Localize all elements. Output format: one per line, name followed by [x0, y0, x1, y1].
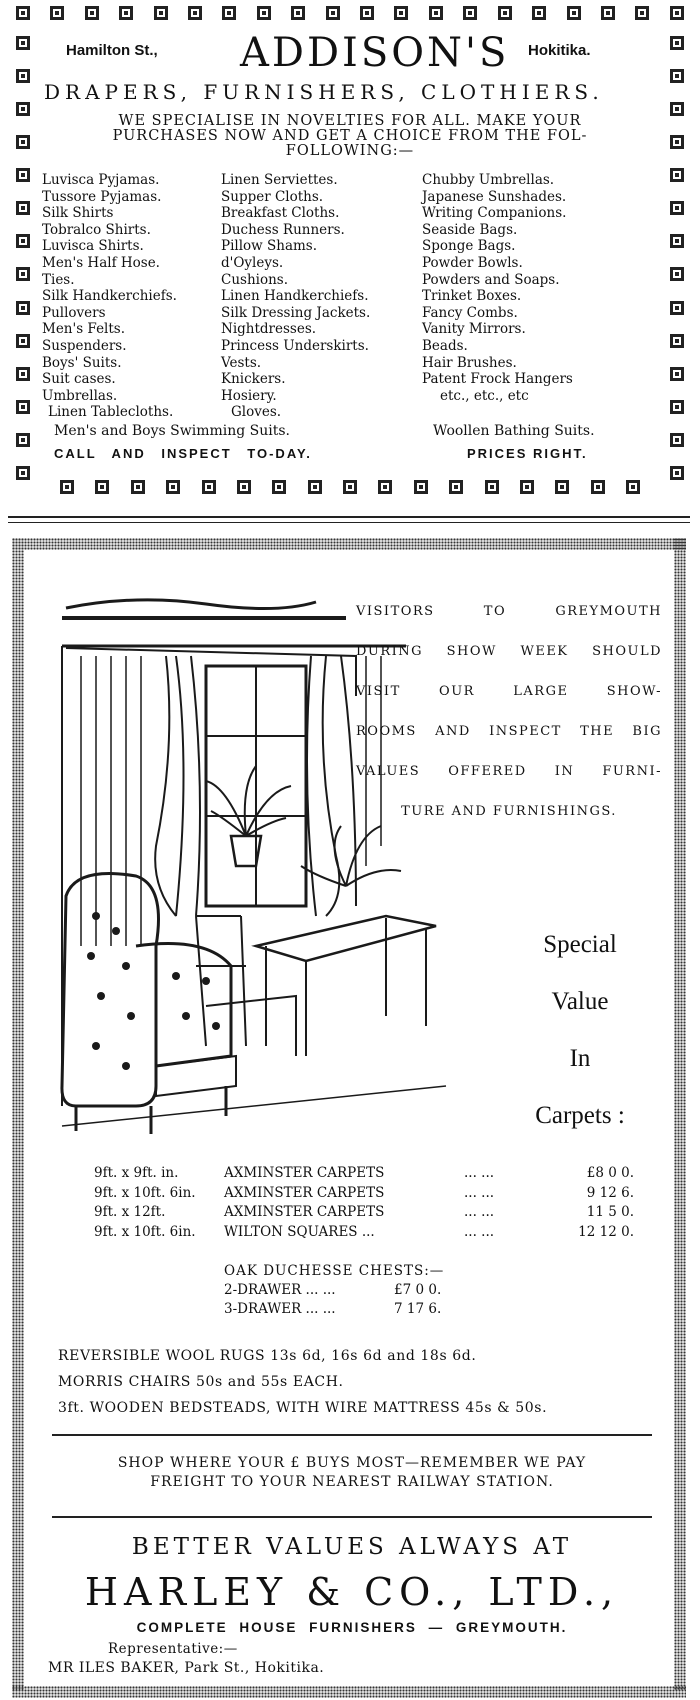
ornament-icon: [95, 480, 109, 494]
section-divider: [8, 522, 690, 523]
carpet-size: 9ft. x 9ft. in.: [94, 1165, 179, 1181]
intro-line: FOLLOWING:—: [285, 143, 415, 159]
ornament-icon: [166, 480, 180, 494]
table-row: [94, 1184, 634, 1204]
call-to-action: CALL AND INSPECT TO-DAY.: [54, 446, 312, 461]
ornament-icon: [16, 168, 30, 182]
rugs-line: REVERSIBLE WOOL RUGS 13s 6d, 16s 6d and 18s 6d.: [58, 1348, 477, 1364]
carpet-name: WILTON SQUARES ...: [224, 1223, 375, 1240]
ornament-border-right: [670, 36, 684, 480]
list-item: Supper Cloths.: [221, 188, 324, 205]
ornament-icon: [626, 480, 640, 494]
carpet-price: 11 5 0.: [586, 1204, 634, 1220]
list-item: Men's Half Hose.: [42, 254, 160, 271]
list-item: Boys' Suits.: [42, 354, 122, 371]
table-row: [224, 1281, 444, 1300]
ornament-icon: [591, 480, 605, 494]
ornament-icon: [222, 6, 236, 20]
ornament-icon: [16, 334, 30, 348]
list-item: Men's Felts.: [42, 321, 126, 338]
special-value-heading: [500, 916, 660, 1144]
store-name: ADDISON'S: [240, 30, 510, 76]
list-item: d'Oyleys.: [221, 254, 284, 271]
list-item: Linen Handkerchiefs.: [221, 288, 369, 305]
ornament-icon: [670, 168, 684, 182]
list-item: Breakfast Cloths.: [221, 205, 340, 222]
special-line: Carpets :: [535, 1102, 625, 1129]
ornament-icon: [308, 480, 322, 494]
ornament-icon: [670, 301, 684, 315]
list-item: Pillow Shams.: [221, 238, 318, 255]
ornament-icon: [670, 36, 684, 50]
ornament-icon: [50, 6, 64, 20]
ornament-icon: [16, 69, 30, 83]
ornament-icon: [16, 135, 30, 149]
carpet-price: 9 12 6.: [586, 1184, 634, 1201]
list-item: Patent Frock Hangers: [422, 371, 573, 388]
ornament-icon: [485, 480, 499, 494]
list-item: Cushions.: [221, 271, 289, 288]
intro-line: PURCHASES NOW AND GET A CHOICE FROM THE FOL-: [112, 128, 588, 144]
bedsteads-line: 3ft. WOODEN BEDSTEADS, WITH WIRE MATTRESS 45s & 50s.: [58, 1400, 548, 1416]
ornament-icon: [16, 267, 30, 281]
list-item: Tobralco Shirts.: [42, 221, 151, 238]
list-item: Chubby Umbrellas.: [422, 172, 555, 188]
carpet-dots: ... ...: [464, 1184, 495, 1201]
list-item: Luvisca Pyjamas.: [42, 172, 160, 188]
carpet-size: 9ft. x 12ft.: [94, 1204, 166, 1220]
ornament-icon: [463, 6, 477, 20]
carpet-price: 12 12 0.: [578, 1223, 634, 1240]
swimming-suits-line: Men's and Boys Swimming Suits.: [54, 423, 291, 439]
table-row: [94, 1223, 634, 1243]
carpet-dots: ... ...: [464, 1204, 495, 1220]
ornament-icon: [520, 480, 534, 494]
list-item: Princess Underskirts.: [221, 337, 369, 354]
visitors-line: VISIT OUR LARGE SHOW-: [356, 684, 662, 699]
oak-drawer: 2-DRAWER ... ...: [224, 1282, 336, 1298]
ornament-icon: [343, 480, 357, 494]
intro-line: WE SPECIALISE IN NOVELTIES FOR ALL. MAKE YOUR: [118, 113, 582, 129]
representative-name: MR ILES BAKER, Park St., Hokitika.: [48, 1660, 325, 1676]
section-divider: [8, 516, 690, 518]
ornament-icon: [670, 400, 684, 414]
special-line: Special: [543, 931, 617, 958]
list-item: Nightdresses.: [221, 321, 317, 338]
ornament-icon: [449, 480, 463, 494]
ornament-icon: [670, 334, 684, 348]
prices-right: PRICES RIGHT.: [467, 446, 588, 461]
list-item: Japanese Sunshades.: [422, 188, 567, 205]
list-item: Knickers.: [221, 371, 286, 388]
list-item: Silk Dressing Jackets.: [221, 304, 371, 321]
ornament-border-bottom: [60, 480, 640, 494]
table-row: [94, 1164, 634, 1184]
ornament-icon: [670, 69, 684, 83]
special-line: Value: [551, 988, 609, 1015]
ornament-icon: [555, 480, 569, 494]
carpet-name: AXMINSTER CARPETS: [224, 1184, 385, 1201]
ornament-icon: [670, 466, 684, 480]
other-items: [58, 1343, 547, 1421]
product-list-column-2: [221, 172, 370, 421]
list-item: Beads.: [422, 337, 468, 354]
shop-line: SHOP WHERE YOUR £ BUYS MOST—REMEMBER WE PAY: [117, 1455, 587, 1471]
shop-notice: [52, 1454, 652, 1492]
ornament-icon: [635, 6, 649, 20]
ornament-icon: [670, 102, 684, 116]
carpet-name: AXMINSTER CARPETS: [224, 1165, 385, 1181]
list-item: Ties.: [42, 271, 75, 288]
list-item: Fancy Combs.: [422, 304, 518, 321]
ornament-icon: [16, 301, 30, 315]
ornament-icon: [272, 480, 286, 494]
ornament-icon: [670, 433, 684, 447]
trades-line: DRAPERS, FURNISHERS, CLOTHIERS.: [44, 80, 604, 104]
carpets-price-list: [94, 1164, 634, 1242]
ornament-icon: [670, 6, 684, 20]
carpet-name: AXMINSTER CARPETS: [224, 1204, 385, 1220]
carpet-dots: ... ...: [464, 1223, 495, 1240]
list-item: Silk Handkerchiefs.: [42, 288, 177, 305]
ornament-icon: [326, 6, 340, 20]
oak-chests-block: [224, 1262, 444, 1319]
list-item: Silk Shirts: [42, 205, 114, 222]
list-item: Trinket Boxes.: [422, 288, 522, 305]
ornament-icon: [119, 6, 133, 20]
carpet-dots: ... ...: [464, 1165, 495, 1181]
visitors-line: ROOMS AND INSPECT THE BIG: [356, 724, 662, 739]
list-item: Vanity Mirrors.: [422, 321, 526, 338]
shop-line: FREIGHT TO YOUR NEAREST RAILWAY STATION.: [150, 1474, 554, 1490]
ornament-icon: [378, 480, 392, 494]
list-item: Hosiery.: [221, 387, 277, 404]
list-item: Powder Bowls.: [422, 254, 523, 271]
ornament-icon: [670, 267, 684, 281]
special-line: In: [569, 1045, 591, 1072]
visitors-line: VALUES OFFERED IN FURNI-: [356, 764, 662, 779]
list-item: Suspenders.: [42, 337, 127, 354]
intro-text: [40, 114, 660, 159]
list-item: etc., etc., etc: [440, 387, 529, 404]
company-name: HARLEY & CO., LTD.,: [84, 1570, 620, 1614]
chairs-line: MORRIS CHAIRS 50s and 55s EACH.: [58, 1374, 344, 1390]
ornament-icon: [670, 135, 684, 149]
list-item: Writing Companions.: [422, 205, 567, 222]
carpet-size: 9ft. x 10ft. 6in.: [94, 1223, 196, 1240]
bathing-suits-line: Woollen Bathing Suits.: [433, 423, 595, 439]
table-row: [224, 1300, 444, 1319]
ornament-border-left: [16, 36, 30, 480]
list-item: Sponge Bags.: [422, 238, 516, 255]
list-item: Seaside Bags.: [422, 221, 518, 238]
ornament-icon: [85, 6, 99, 20]
list-item: Suit cases.: [42, 371, 116, 388]
list-item: Powders and Soaps.: [422, 271, 560, 288]
list-item: Hair Brushes.: [422, 354, 517, 371]
ornament-icon: [131, 480, 145, 494]
ornament-icon: [498, 6, 512, 20]
visitors-line: DURING SHOW WEEK SHOULD: [356, 644, 662, 659]
visitors-line: VISITORS TO GREYMOUTH: [356, 604, 662, 619]
ornament-icon: [202, 480, 216, 494]
visitors-text: [356, 592, 662, 832]
oak-drawer: 3-DRAWER ... ...: [224, 1301, 336, 1317]
ornament-icon: [16, 6, 30, 20]
list-item: Tussore Pyjamas.: [42, 188, 162, 205]
list-item: Linen Tablecloths.: [48, 404, 174, 421]
ornament-icon: [16, 466, 30, 480]
list-item: Luvisca Shirts.: [42, 238, 144, 255]
list-item: Duchess Runners.: [221, 221, 345, 238]
list-item: Gloves.: [231, 404, 282, 421]
ornament-icon: [414, 480, 428, 494]
list-item: Vests.: [221, 354, 262, 371]
ornament-icon: [360, 6, 374, 20]
ornament-icon: [16, 433, 30, 447]
ornament-icon: [291, 6, 305, 20]
ornament-icon: [16, 234, 30, 248]
ornament-icon: [601, 6, 615, 20]
ornament-icon: [188, 6, 202, 20]
oak-price: 7 17 6.: [394, 1301, 442, 1317]
ornament-icon: [567, 6, 581, 20]
ornament-icon: [670, 201, 684, 215]
ornament-icon: [16, 367, 30, 381]
product-list-column-3: [422, 172, 573, 404]
ornament-icon: [429, 6, 443, 20]
carpet-price: £8 0 0.: [586, 1165, 634, 1181]
rule: [52, 1516, 652, 1518]
dotted-border-bottom: [12, 1686, 686, 1698]
dotted-border-right: [674, 538, 686, 1690]
ornament-icon: [16, 36, 30, 50]
ornament-icon: [16, 201, 30, 215]
ornament-icon: [237, 480, 251, 494]
complete-furnishers: COMPLETE HOUSE FURNISHERS — GREYMOUTH.: [136, 1620, 568, 1635]
carpet-size: 9ft. x 10ft. 6in.: [94, 1184, 196, 1201]
dotted-border-top: [12, 538, 686, 550]
ornament-icon: [394, 6, 408, 20]
ornament-icon: [16, 400, 30, 414]
list-item: Pullovers: [42, 304, 106, 321]
representative-label: Representative:—: [108, 1641, 238, 1657]
dotted-border-left: [12, 538, 24, 1690]
ornament-icon: [16, 102, 30, 116]
ornament-icon: [154, 6, 168, 20]
oak-title: OAK DUCHESSE CHESTS:—: [224, 1263, 445, 1279]
rule: [52, 1434, 652, 1436]
left-location: Hamilton St.,: [66, 42, 158, 59]
visitors-line: TURE AND FURNISHINGS.: [401, 804, 617, 819]
table-row: [94, 1203, 634, 1223]
oak-price: £7 0 0.: [394, 1282, 442, 1298]
ornament-icon: [670, 367, 684, 381]
ornament-icon: [532, 6, 546, 20]
ornament-border-top: [16, 6, 684, 20]
ornament-icon: [670, 234, 684, 248]
list-item: Linen Serviettes.: [221, 172, 338, 188]
product-list-column-1: [42, 172, 177, 421]
ornament-icon: [60, 480, 74, 494]
better-values: BETTER VALUES ALWAYS AT: [131, 1534, 573, 1560]
list-item: Umbrellas.: [42, 387, 118, 404]
ornament-icon: [257, 6, 271, 20]
right-location: Hokitika.: [528, 42, 591, 59]
